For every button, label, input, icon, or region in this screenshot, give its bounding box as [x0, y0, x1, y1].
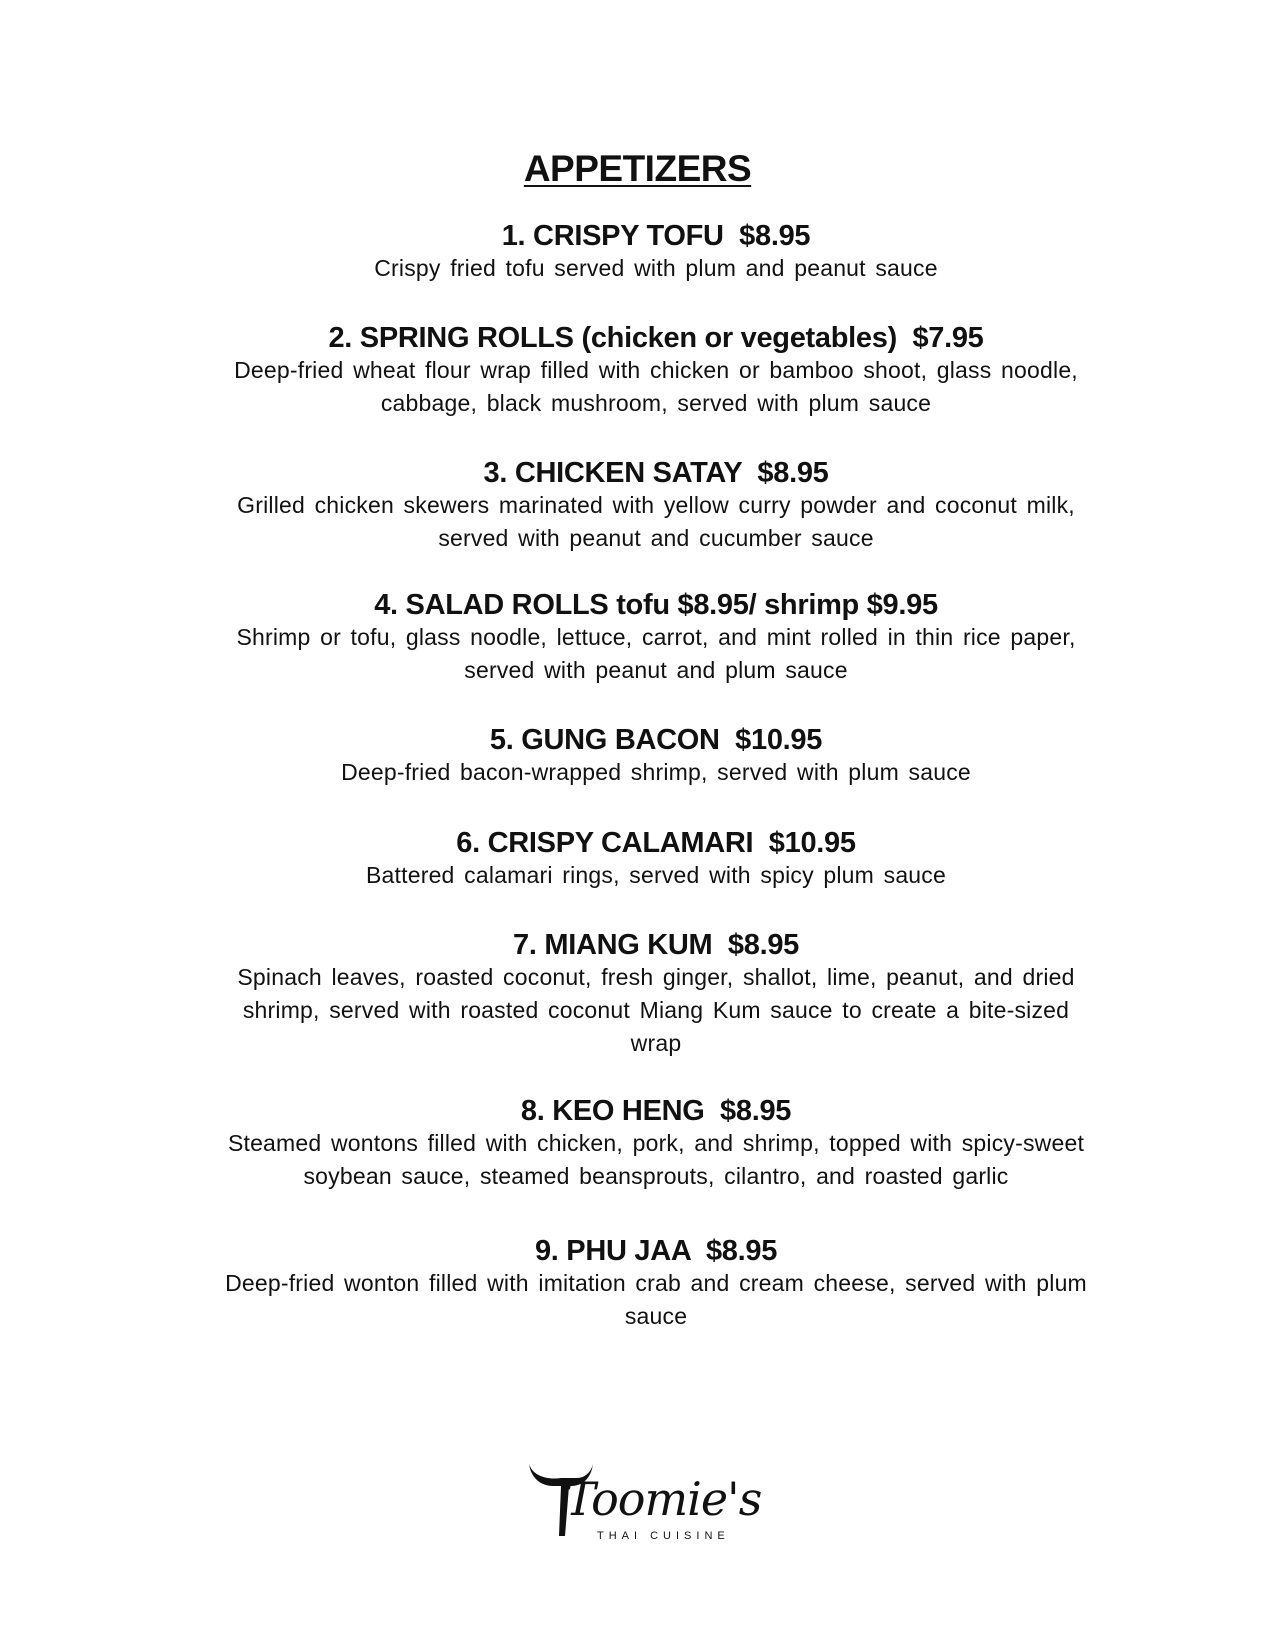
menu-item-heading: 8. KEO HENG $8.95: [520, 1095, 792, 1127]
menu-item-crispy-tofu: [215, 220, 1097, 285]
menu-item-heading: 2. SPRING ROLLS (chicken or vegetables) $7.95: [328, 322, 984, 354]
menu-item-crispy-calamari: [215, 827, 1097, 892]
menu-item-heading: 7. MIANG KUM $8.95: [513, 929, 799, 961]
menu-item-spring-rolls: [215, 322, 1097, 420]
menu-item-phu-jaa: [215, 1235, 1097, 1333]
menu-item-description: Spinach leaves, roasted coconut, fresh ginger, shallot, lime, peanut, and dried shrimp, served with roasted coconut Miang Kum sauce to create a bite-sized wrap: [237, 964, 1075, 1056]
menu-item-heading: 4. SALAD ROLLS tofu $8.95/ shrimp $9.95: [374, 589, 938, 621]
page-title: APPETIZERS: [523, 148, 752, 189]
menu-item-description: Deep-fried bacon-wrapped shrimp, served with plum sauce: [341, 759, 971, 785]
menu-item-description: Deep-fried wonton filled with imitation crab and cream cheese, served with plum sauce: [225, 1270, 1087, 1329]
menu-item-heading: 5. GUNG BACON $10.95: [489, 724, 823, 756]
menu-item-description: Steamed wontons filled with chicken, pork, and shrimp, topped with spicy-sweet soybean sauce, steamed beansprouts, cilantro, and roasted garlic: [227, 1130, 1085, 1189]
menu-item-miang-kum: [215, 929, 1097, 1060]
menu-item-description: Crispy fried tofu served with plum and peanut sauce: [374, 255, 938, 281]
menu-item-keo-heng: [215, 1095, 1097, 1193]
menu-item-chicken-satay: [215, 457, 1097, 555]
menu-item-salad-rolls: [215, 589, 1097, 687]
menu-item-heading: 9. PHU JAA $8.95: [534, 1235, 778, 1267]
logo-tagline: THAI CUISINE: [597, 1530, 730, 1542]
menu-item-heading: 3. CHICKEN SATAY $8.95: [483, 457, 829, 489]
menu-item-heading: 6. CRISPY CALAMARI $10.95: [456, 827, 856, 859]
menu-item-description: Deep-fried wheat flour wrap filled with chicken or bamboo shoot, glass noodle, cabbage, black mushroom, served with plum sauce: [234, 357, 1078, 416]
menu-item-gung-bacon: [215, 724, 1097, 789]
menu-item-heading: 1. CRISPY TOFU $8.95: [501, 220, 811, 252]
restaurant-logo: [525, 1462, 765, 1552]
logo-wordmark: Toomie's: [565, 1472, 762, 1526]
menu-item-description: Battered calamari rings, served with spicy plum sauce: [366, 862, 946, 888]
menu-item-description: Grilled chicken skewers marinated with yellow curry powder and coconut milk, served with peanut and cucumber sauce: [237, 492, 1075, 551]
menu-item-description: Shrimp or tofu, glass noodle, lettuce, carrot, and mint rolled in thin rice paper, served with peanut and plum sauce: [236, 624, 1076, 683]
